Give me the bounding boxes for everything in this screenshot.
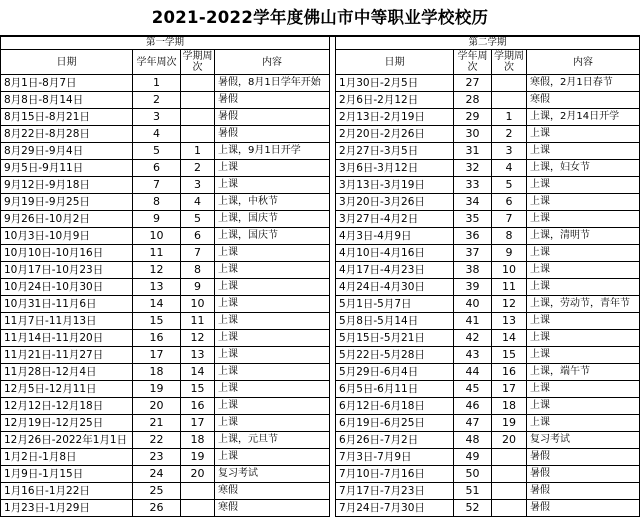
first-school-week-cell: 13 (133, 279, 181, 296)
second-school-week-cell: 50 (454, 466, 492, 483)
first-term-week-cell: 2 (181, 160, 215, 177)
first-date-cell: 8月29日-9月4日 (1, 143, 133, 160)
school-week-header: 学年周次 (133, 50, 181, 75)
second-date-cell: 4月3日-4月9日 (336, 228, 454, 245)
second-semester-label: 第二学期 (336, 37, 640, 50)
first-date-cell: 8月8日-8月14日 (1, 92, 133, 109)
second-school-week-cell: 47 (454, 415, 492, 432)
first-term-week-cell: 4 (181, 194, 215, 211)
first-term-week-cell: 10 (181, 296, 215, 313)
first-date-cell: 1月2日-1月8日 (1, 449, 133, 466)
second-term-week-cell: 2 (492, 126, 527, 143)
first-term-week-cell: 14 (181, 364, 215, 381)
school-calendar-table (0, 36, 640, 517)
first-date-cell: 11月14日-11月20日 (1, 330, 133, 347)
first-date-cell: 11月28日-12月4日 (1, 364, 133, 381)
first-date-cell: 10月31日-11月6日 (1, 296, 133, 313)
second-term-week-cell (492, 500, 527, 517)
second-date-cell: 2月6日-2月12日 (336, 92, 454, 109)
second-school-week-cell: 38 (454, 262, 492, 279)
first-date-cell: 10月10日-10月16日 (1, 245, 133, 262)
second-term-week-cell: 12 (492, 296, 527, 313)
second-content-cell: 上课 (527, 194, 640, 211)
second-term-week-cell: 1 (492, 109, 527, 126)
first-date-cell: 12月26日-2022年1月1日 (1, 432, 133, 449)
first-school-week-cell: 16 (133, 330, 181, 347)
table-row (1, 279, 640, 296)
table-row (1, 313, 640, 330)
first-term-week-cell (181, 483, 215, 500)
second-date-cell: 2月13日-2月19日 (336, 109, 454, 126)
table-row (1, 296, 640, 313)
second-date-cell: 4月24日-4月30日 (336, 279, 454, 296)
second-school-week-cell: 35 (454, 211, 492, 228)
first-date-cell: 8月1日-8月7日 (1, 75, 133, 92)
second-term-week-cell (492, 75, 527, 92)
first-school-week-cell: 25 (133, 483, 181, 500)
first-school-week-cell: 5 (133, 143, 181, 160)
calendar-title: 2021-2022学年度佛山市中等职业学校校历 (0, 0, 640, 36)
first-content-cell: 复习考试 (215, 466, 330, 483)
first-term-week-cell: 5 (181, 211, 215, 228)
first-content-cell: 上课 (215, 449, 330, 466)
second-term-week-cell: 16 (492, 364, 527, 381)
second-date-cell: 2月27日-3月5日 (336, 143, 454, 160)
first-school-week-cell: 18 (133, 364, 181, 381)
first-date-cell: 10月17日-10月23日 (1, 262, 133, 279)
first-date-cell: 8月22日-8月28日 (1, 126, 133, 143)
second-date-cell: 7月3日-7月9日 (336, 449, 454, 466)
second-date-cell: 6月26日-7月2日 (336, 432, 454, 449)
second-content-cell: 上课，劳动节，青年节 (527, 296, 640, 313)
first-content-cell: 寒假 (215, 500, 330, 517)
second-school-week-cell: 48 (454, 432, 492, 449)
second-content-cell: 上课 (527, 398, 640, 415)
first-date-cell: 9月19日-9月25日 (1, 194, 133, 211)
second-term-week-cell: 7 (492, 211, 527, 228)
second-school-week-cell: 42 (454, 330, 492, 347)
second-date-cell: 5月15日-5月21日 (336, 330, 454, 347)
semester-header-row (1, 37, 640, 50)
first-content-cell: 上课 (215, 262, 330, 279)
first-term-week-cell: 16 (181, 398, 215, 415)
second-school-week-cell: 40 (454, 296, 492, 313)
first-date-cell: 8月15日-8月21日 (1, 109, 133, 126)
first-content-cell: 上课 (215, 330, 330, 347)
first-content-cell: 上课 (215, 347, 330, 364)
second-school-week-cell: 28 (454, 92, 492, 109)
first-content-cell: 上课 (215, 313, 330, 330)
second-date-cell: 5月22日-5月28日 (336, 347, 454, 364)
first-term-week-cell: 17 (181, 415, 215, 432)
first-content-cell: 上课，元旦节 (215, 432, 330, 449)
first-date-cell: 1月9日-1月15日 (1, 466, 133, 483)
first-content-cell: 上课 (215, 296, 330, 313)
second-term-week-cell (492, 466, 527, 483)
school-week-header: 学年周次 (454, 50, 492, 75)
first-date-cell: 9月5日-9月11日 (1, 160, 133, 177)
first-school-week-cell: 8 (133, 194, 181, 211)
table-row (1, 126, 640, 143)
first-term-week-cell: 12 (181, 330, 215, 347)
first-date-cell: 12月5日-12月11日 (1, 381, 133, 398)
second-term-week-cell: 20 (492, 432, 527, 449)
first-school-week-cell: 23 (133, 449, 181, 466)
first-date-cell: 1月16日-1月22日 (1, 483, 133, 500)
second-date-cell: 2月20日-2月26日 (336, 126, 454, 143)
first-school-week-cell: 7 (133, 177, 181, 194)
second-date-cell: 7月24日-7月30日 (336, 500, 454, 517)
second-content-cell: 暑假 (527, 500, 640, 517)
second-term-week-cell: 13 (492, 313, 527, 330)
second-term-week-cell: 5 (492, 177, 527, 194)
table-row (1, 432, 640, 449)
second-school-week-cell: 37 (454, 245, 492, 262)
first-term-week-cell: 3 (181, 177, 215, 194)
first-school-week-cell: 21 (133, 415, 181, 432)
first-term-week-cell: 6 (181, 228, 215, 245)
second-term-week-cell: 6 (492, 194, 527, 211)
first-content-cell: 上课 (215, 160, 330, 177)
second-school-week-cell: 29 (454, 109, 492, 126)
first-school-week-cell: 3 (133, 109, 181, 126)
second-term-week-cell (492, 449, 527, 466)
second-date-cell: 4月17日-4月23日 (336, 262, 454, 279)
first-date-cell: 11月21日-11月27日 (1, 347, 133, 364)
second-content-cell: 复习考试 (527, 432, 640, 449)
table-row (1, 160, 640, 177)
first-content-cell: 上课，国庆节 (215, 228, 330, 245)
table-row (1, 500, 640, 517)
first-school-week-cell: 9 (133, 211, 181, 228)
table-row (1, 92, 640, 109)
first-term-week-cell: 20 (181, 466, 215, 483)
table-row (1, 177, 640, 194)
table-row (1, 364, 640, 381)
second-content-cell: 寒假 (527, 92, 640, 109)
second-term-week-cell: 17 (492, 381, 527, 398)
term-week-header: 学期周次 (492, 50, 527, 75)
second-term-week-cell (492, 483, 527, 500)
first-school-week-cell: 12 (133, 262, 181, 279)
second-school-week-cell: 34 (454, 194, 492, 211)
second-content-cell: 上课 (527, 415, 640, 432)
table-row (1, 75, 640, 92)
second-content-cell: 上课 (527, 381, 640, 398)
second-term-week-cell: 19 (492, 415, 527, 432)
second-content-cell: 上课，清明节 (527, 228, 640, 245)
second-term-week-cell: 11 (492, 279, 527, 296)
first-school-week-cell: 17 (133, 347, 181, 364)
date-header: 日期 (1, 50, 133, 75)
second-date-cell: 7月10日-7月16日 (336, 466, 454, 483)
first-content-cell: 暑假 (215, 92, 330, 109)
second-term-week-cell: 18 (492, 398, 527, 415)
second-school-week-cell: 51 (454, 483, 492, 500)
first-content-cell: 上课 (215, 245, 330, 262)
first-content-cell: 上课 (215, 398, 330, 415)
second-term-week-cell: 14 (492, 330, 527, 347)
second-content-cell: 上课，妇女节 (527, 160, 640, 177)
second-date-cell: 6月19日-6月25日 (336, 415, 454, 432)
first-content-cell: 上课 (215, 364, 330, 381)
first-date-cell: 10月3日-10月9日 (1, 228, 133, 245)
second-school-week-cell: 45 (454, 381, 492, 398)
second-date-cell: 4月10日-4月16日 (336, 245, 454, 262)
second-school-week-cell: 30 (454, 126, 492, 143)
second-content-cell: 暑假 (527, 449, 640, 466)
first-semester-label: 第一学期 (1, 37, 330, 50)
first-school-week-cell: 22 (133, 432, 181, 449)
first-content-cell: 上课 (215, 177, 330, 194)
second-term-week-cell: 4 (492, 160, 527, 177)
first-date-cell: 12月12日-12月18日 (1, 398, 133, 415)
first-content-cell: 上课，国庆节 (215, 211, 330, 228)
second-school-week-cell: 31 (454, 143, 492, 160)
first-content-cell: 暑假，8月1日学年开始 (215, 75, 330, 92)
first-school-week-cell: 2 (133, 92, 181, 109)
second-content-cell: 上课 (527, 347, 640, 364)
table-row (1, 211, 640, 228)
first-content-cell: 上课 (215, 279, 330, 296)
second-term-week-cell: 15 (492, 347, 527, 364)
table-row (1, 194, 640, 211)
first-content-cell: 上课，9月1日开学 (215, 143, 330, 160)
table-row (1, 398, 640, 415)
first-date-cell: 9月12日-9月18日 (1, 177, 133, 194)
first-content-cell: 上课，中秋节 (215, 194, 330, 211)
table-row (1, 109, 640, 126)
second-content-cell: 寒假，2月1日春节 (527, 75, 640, 92)
second-date-cell: 6月12日-6月18日 (336, 398, 454, 415)
table-row (1, 483, 640, 500)
second-school-week-cell: 27 (454, 75, 492, 92)
table-row (1, 466, 640, 483)
second-school-week-cell: 36 (454, 228, 492, 245)
second-date-cell: 3月20日-3月26日 (336, 194, 454, 211)
first-school-week-cell: 1 (133, 75, 181, 92)
first-date-cell: 11月7日-11月13日 (1, 313, 133, 330)
second-content-cell: 暑假 (527, 466, 640, 483)
content-header: 内容 (527, 50, 640, 75)
second-date-cell: 7月17日-7月23日 (336, 483, 454, 500)
first-term-week-cell: 7 (181, 245, 215, 262)
second-date-cell: 1月30日-2月5日 (336, 75, 454, 92)
second-date-cell: 3月6日-3月12日 (336, 160, 454, 177)
first-content-cell: 暑假 (215, 109, 330, 126)
first-term-week-cell (181, 92, 215, 109)
first-content-cell: 暑假 (215, 126, 330, 143)
first-term-week-cell: 11 (181, 313, 215, 330)
second-content-cell: 上课 (527, 143, 640, 160)
second-term-week-cell: 8 (492, 228, 527, 245)
first-date-cell: 10月24日-10月30日 (1, 279, 133, 296)
second-content-cell: 上课，2月14日开学 (527, 109, 640, 126)
first-term-week-cell (181, 500, 215, 517)
first-term-week-cell (181, 109, 215, 126)
first-school-week-cell: 26 (133, 500, 181, 517)
first-school-week-cell: 6 (133, 160, 181, 177)
first-school-week-cell: 10 (133, 228, 181, 245)
table-row (1, 330, 640, 347)
second-term-week-cell: 9 (492, 245, 527, 262)
second-school-week-cell: 46 (454, 398, 492, 415)
first-term-week-cell (181, 126, 215, 143)
second-date-cell: 5月1日-5月7日 (336, 296, 454, 313)
second-content-cell: 上课 (527, 330, 640, 347)
second-date-cell: 5月8日-5月14日 (336, 313, 454, 330)
first-content-cell: 上课 (215, 415, 330, 432)
second-school-week-cell: 43 (454, 347, 492, 364)
second-school-week-cell: 39 (454, 279, 492, 296)
first-term-week-cell: 1 (181, 143, 215, 160)
column-header-row (1, 50, 640, 75)
second-school-week-cell: 44 (454, 364, 492, 381)
date-header: 日期 (336, 50, 454, 75)
table-row (1, 245, 640, 262)
first-date-cell: 12月19日-12月25日 (1, 415, 133, 432)
second-content-cell: 上课 (527, 279, 640, 296)
content-header: 内容 (215, 50, 330, 75)
first-term-week-cell: 19 (181, 449, 215, 466)
second-school-week-cell: 52 (454, 500, 492, 517)
first-school-week-cell: 14 (133, 296, 181, 313)
second-content-cell: 上课 (527, 245, 640, 262)
first-content-cell: 寒假 (215, 483, 330, 500)
second-term-week-cell: 10 (492, 262, 527, 279)
first-term-week-cell: 13 (181, 347, 215, 364)
second-content-cell: 上课 (527, 211, 640, 228)
second-content-cell: 上课 (527, 177, 640, 194)
second-content-cell: 上课，端午节 (527, 364, 640, 381)
second-school-week-cell: 33 (454, 177, 492, 194)
second-school-week-cell: 32 (454, 160, 492, 177)
second-content-cell: 暑假 (527, 483, 640, 500)
second-school-week-cell: 49 (454, 449, 492, 466)
table-row (1, 347, 640, 364)
first-date-cell: 9月26日-10月2日 (1, 211, 133, 228)
second-date-cell: 3月27日-4月2日 (336, 211, 454, 228)
table-row (1, 228, 640, 245)
first-school-week-cell: 20 (133, 398, 181, 415)
table-row (1, 381, 640, 398)
second-content-cell: 上课 (527, 262, 640, 279)
second-term-week-cell (492, 92, 527, 109)
table-row (1, 415, 640, 432)
first-term-week-cell (181, 75, 215, 92)
term-week-header: 学期周次 (182, 51, 213, 73)
first-date-cell: 1月23日-1月29日 (1, 500, 133, 517)
second-term-week-cell: 3 (492, 143, 527, 160)
first-school-week-cell: 15 (133, 313, 181, 330)
second-date-cell: 6月5日-6月11日 (336, 381, 454, 398)
table-row (1, 262, 640, 279)
first-school-week-cell: 24 (133, 466, 181, 483)
first-content-cell: 上课 (215, 381, 330, 398)
second-school-week-cell: 41 (454, 313, 492, 330)
second-content-cell: 上课 (527, 126, 640, 143)
table-row (1, 143, 640, 160)
first-school-week-cell: 19 (133, 381, 181, 398)
second-content-cell: 上课 (527, 313, 640, 330)
first-term-week-cell: 8 (181, 262, 215, 279)
first-term-week-cell: 9 (181, 279, 215, 296)
first-school-week-cell: 4 (133, 126, 181, 143)
second-date-cell: 3月13日-3月19日 (336, 177, 454, 194)
first-term-week-cell: 18 (181, 432, 215, 449)
second-date-cell: 5月29日-6月4日 (336, 364, 454, 381)
first-school-week-cell: 11 (133, 245, 181, 262)
table-row (1, 449, 640, 466)
first-term-week-cell: 15 (181, 381, 215, 398)
